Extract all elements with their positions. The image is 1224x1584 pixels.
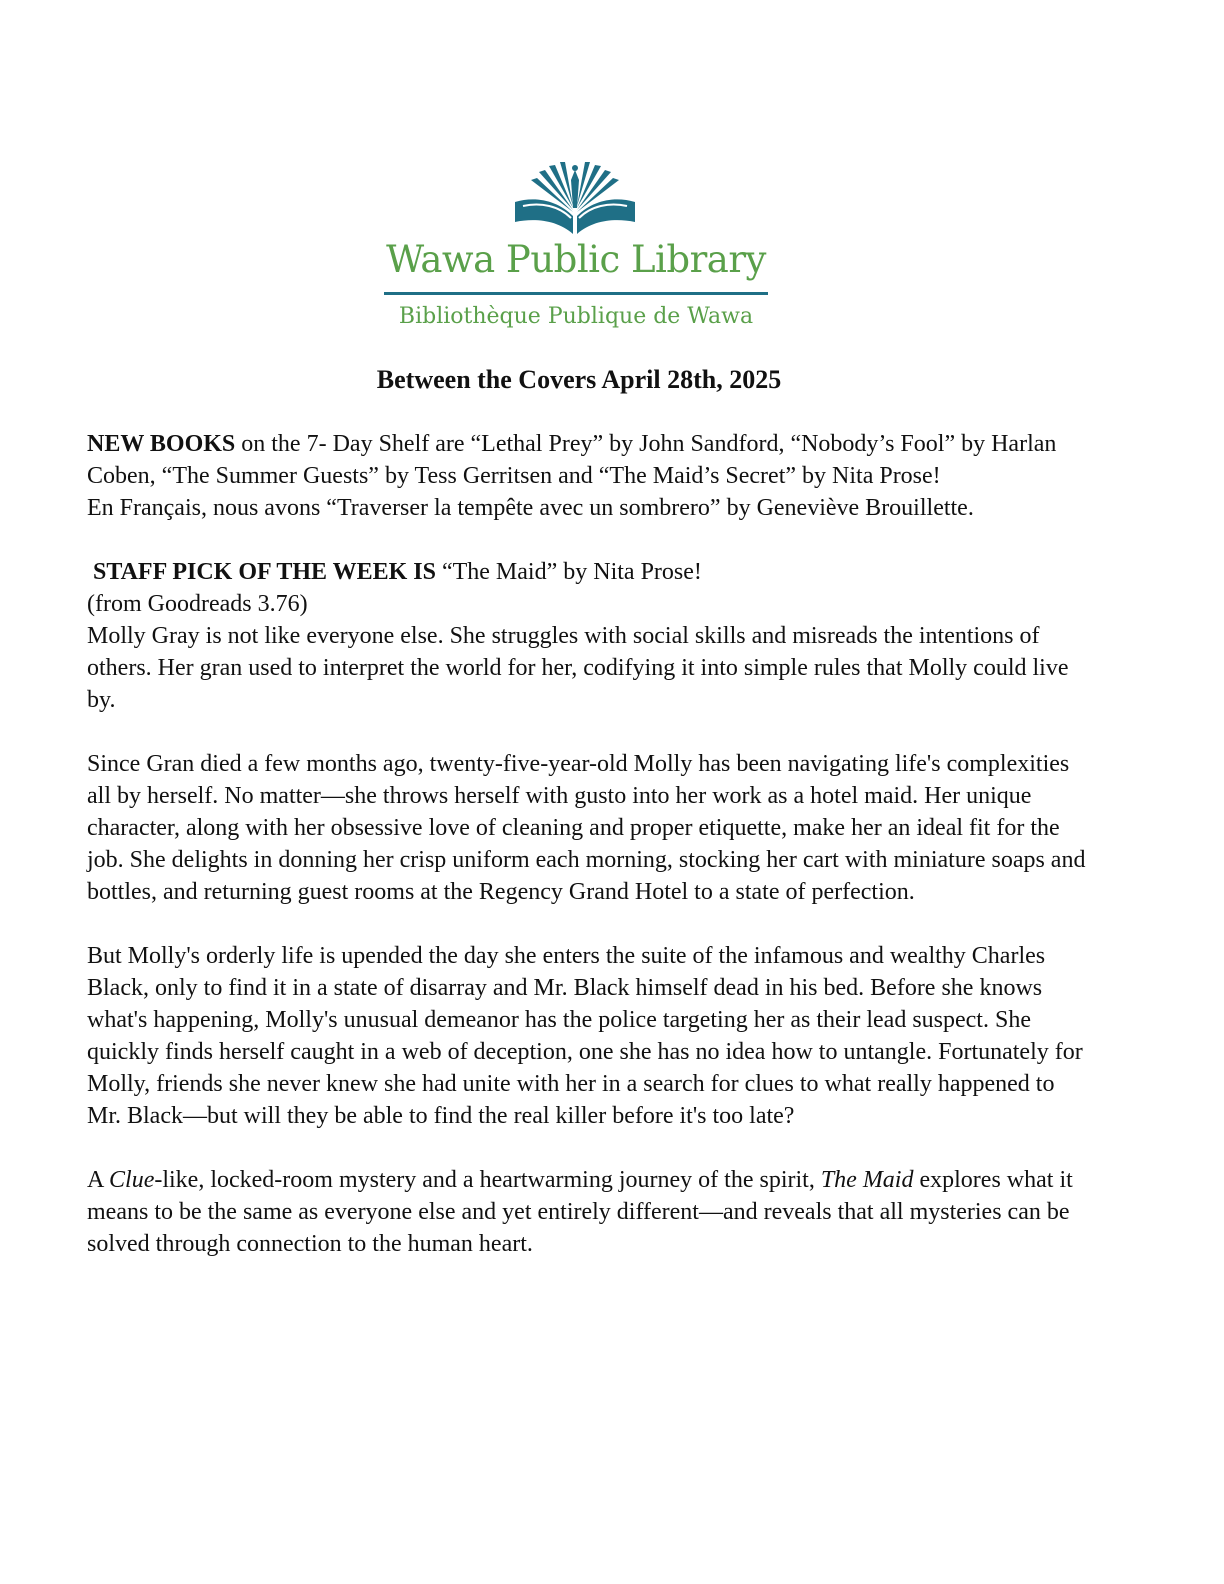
goodreads-rating: (from Goodreads 3.76) [87,591,308,617]
p4-italic-clue: Clue [109,1167,155,1193]
p4-text-2: -like, locked-room mystery and a heartwarming journey of the spirit, [154,1167,821,1193]
synopsis-paragraph-4 [87,1164,1087,1260]
p4-text-3: explores what it means to be the same as everyone else and yet entirely different—and reveals that all mysteries can be solved through connection to the human heart. [87,1167,1073,1257]
page-title: Between the Covers April 28th, 2025 [376,365,782,394]
open-book-wings-icon [513,160,637,238]
logo-subtitle-fr: Bibliothèque Publique de Wawa [398,304,754,329]
logo-divider [384,292,768,295]
synopsis-paragraph-3: But Molly's orderly life is upended the day she enters the suite of the infamous and wealthy Charles Black, only to find it in a state of disarray and Mr. Black himself dead in his bed. Before she knows what's happening, Molly's unusual demeanor has the police targeting her as their lead suspect. She quickly finds herself caught in a web of deception, one she has no idea how to untangle. Fortunately for Molly, friends she never knew she had unite with her in a search for clues to what really happened to Mr. Black—but will they be able to find the real killer before it's too late? [87,943,1083,1129]
new-books-paragraph [87,428,1087,492]
new-books-text: on the 7- Day Shelf are “Lethal Prey” by John Sandford, “Nobody’s Fool” by Harlan Coben, “The Summer Guests” by Tess Gerritsen and “The Maid’s Secret” by Nita Prose! [87,431,1057,489]
french-books-paragraph: En Français, nous avons “Traverser la tempête avec un sombrero” by Geneviève Brouillette. [87,495,974,521]
staff-pick-paragraph [87,556,1087,588]
synopsis-paragraph-2: Since Gran died a few months ago, twenty-five-year-old Molly has been navigating life's complexities all by herself. No matter—she throws herself with gusto into her work as a hotel maid. Her unique character, along with her obsessive love of cleaning and proper etiquette, make her an ideal fit for the job. She delights in donning her crisp uniform each morning, stocking her cart with miniature soaps and bottles, and returning guest rooms at the Regency Grand Hotel to a state of perfection. [87,751,1086,905]
staff-pick-heading: STAFF PICK OF THE WEEK IS [93,559,436,585]
library-logo [380,160,772,340]
new-books-heading: NEW BOOKS [87,431,236,457]
synopsis-paragraph-1: Molly Gray is not like everyone else. She struggles with social skills and misreads the intentions of others. Her gran used to interpret the world for her, codifying it into simple rules that Molly could live by. [87,623,1069,713]
staff-pick-text: “The Maid” by Nita Prose! [435,559,702,585]
p4-text-1: A [87,1167,110,1193]
newsletter-body [87,428,1087,1260]
logo-title: Wawa Public Library [386,238,766,281]
p4-italic-the-maid: The Maid [820,1167,914,1193]
